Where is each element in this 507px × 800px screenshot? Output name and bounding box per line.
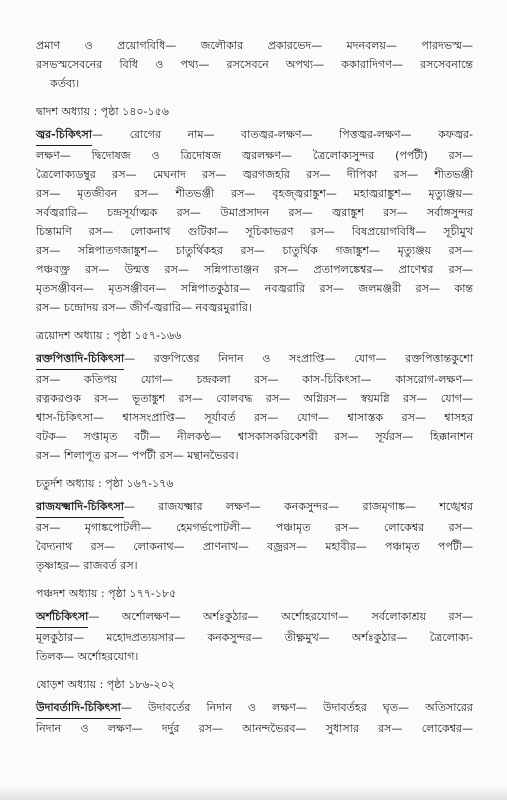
text-line: কর্তব্য।: [50, 77, 80, 90]
continuation-paragraph: [36, 36, 473, 93]
text-line: রত্নকরণ্ডক রস— ভূতাঙ্কুশ রস— বোলবদ্ধ রস— অগ্নিরস— স্বয়মগ্নি রস— যোগ—: [36, 392, 473, 405]
section-term: উদাবর্তাদি-চিকিৎসা: [36, 698, 121, 719]
section-term: অর্শচিকিৎসা: [36, 607, 88, 628]
text-line: অর্শচিকিৎসা— অর্শোলক্ষণ— অর্শঃকুঠার— অর্শোহরযোগ— সর্বলোকাশ্রয় রস—: [36, 607, 473, 628]
text-line: উদাবর্তাদি-চিকিৎসা— উদাবর্তের নিদান ও লক্ষণ— উদাবর্তহর ঘৃত— অতিসারের: [36, 698, 473, 719]
section-term: রক্তপিত্তাদি-চিকিৎসা: [36, 349, 124, 370]
section-term: রাজযক্ষ্মাদি-চিকিৎসা: [36, 497, 124, 518]
chapter-14-contents: [36, 497, 473, 575]
chapter-14-heading: চতুর্দশ অধ্যায় : পৃষ্ঠা ১৬৭-১৭৬: [36, 477, 174, 490]
text-line: রাজযক্ষ্মাদি-চিকিৎসা— রাজযক্ষ্মার লক্ষণ— কনকসুন্দর— রাজমৃগাঙ্ক— শঙ্খেশ্বর: [36, 497, 473, 518]
text-line: রস— মৃগাঙ্কপোটলী— হেমগর্ভপোটলী— পঞ্চামৃত রস— লোকেশ্বর রস—: [36, 521, 473, 534]
text-line: তিলক— অর্শোহরযোগ।: [36, 650, 139, 663]
text-line: রস— কতিপয় যোগ— চন্দ্রকলা রস— কাস-চিকিৎসা— কাসরোগ-লক্ষণ—: [36, 373, 473, 386]
text-line: জ্বর-চিকিৎসা— রোগের নাম— বাতজ্বর-লক্ষণ— পিত্তজ্বর-লক্ষণ— কফজ্বর-: [36, 125, 473, 146]
text-line: পঞ্চবক্ত্র রস— উন্মত্ত রস— সন্নিপাতাঞ্জন রস— প্রতাপলঙ্কেশ্বর— প্রাণেশ্বর রস—: [36, 263, 473, 276]
text-line: রস— চন্দ্রোদয় রস— জীর্ণ-জ্বরারি— নবজ্বরমুরারি।: [36, 301, 252, 314]
text-line: চিন্তামণি রস— লোকনাথ গুটিকা— সূচিকাভরণ রস— বিষপ্রয়োগবিধি— সূচীমুখ: [36, 225, 473, 238]
chapter-12-contents: [36, 125, 473, 317]
text-line: মৃতসঞ্জীবন— মৃতসঞ্জীবন— সন্নিপাতকুঠার— নবজ্বরারি রস— জলমঞ্জরী রস— কান্ত: [36, 282, 473, 295]
text-line: রক্তপিত্তাদি-চিকিৎসা— রক্তপিত্তের নিদান ও সংপ্রাপ্তি— যোগ— রক্তপিত্তান্তকুশো: [36, 349, 473, 370]
text-line: রসভস্মসেবনের বিধি ও পথ্য— রসসেবনে অপথ্য— ককারাদিগণ— রসসেবনান্তে: [36, 58, 473, 71]
chapter-16-heading: ষোড়শ অধ্যায় : পৃষ্ঠা ১৮৬-২০২: [36, 678, 176, 691]
text-line: রস— শিলাপূত রস— পর্পটী রস— মন্থানভৈরব।: [36, 449, 239, 462]
text-line: লক্ষণ— দ্বিদোষজ ও ত্রিদোষজ জ্বরলক্ষণ— ত্রৈলোক্যসুন্দর (পর্পটী) রস—: [36, 149, 473, 162]
chapter-13-heading: ত্রয়োদশ অধ্যায় : পৃষ্ঠা ১৫৭-১৬৬: [36, 329, 182, 342]
text-line: রস— সন্নিপাতগজাঙ্কুশ— চাতুর্থিকহর রস— চাতুর্থিক গজাঙ্কুশ— মৃত্যুঞ্জয় রস—: [36, 244, 473, 257]
chapter-13-contents: [36, 349, 473, 465]
chapter-12-heading: দ্বাদশ অধ্যায় : পৃষ্ঠা ১৪০-১৫৬: [36, 105, 169, 118]
chapter-15-heading: পঞ্চদশ অধ্যায় : পৃষ্ঠা ১৭৭-১৮৫: [36, 587, 177, 600]
text-line: শ্বাস-চিকিৎসা— শ্বাসসংপ্রাপ্তি— সূর্যাবর্ত রস— যোগ— শ্বাসাস্তক রস— শ্বাসহর: [36, 411, 473, 424]
text-line: সর্বজ্বরারি— চন্দ্রসূর্যাত্মক রস— উমাপ্রসাদন রস— জ্বরাঙ্কুশ রস— সর্বাঙ্গসুন্দর: [36, 206, 473, 219]
text-line: প্রমাণ ও প্রয়োগবিধি— জলৌকার প্রকারভেদ— মদনবলয়— পারদভস্ম—: [36, 39, 473, 52]
chapter-15-contents: [36, 607, 473, 666]
text-line: বৈদ্যনাথ রস— লোকনাথ— প্রাণনাথ— বজ্ররস— মহাবীর— পঞ্চামৃত পর্পটী—: [36, 540, 473, 553]
text-line: তৃষ্ণাহর— রাজবর্ত রস।: [36, 559, 138, 572]
chapter-16-contents: [36, 698, 473, 738]
text-line: বটক— সপ্তামৃত বটী— নীলকণ্ঠ— শ্বাসকাসকরিকেশরী রস— সূর্যরস— হিক্কানাশন: [36, 430, 473, 443]
text-line: রস— মৃতজীবন রস— শীতভঞ্জী রস— বৃহজ্জ্বরাঙ্কুশ— মহাজ্বরাঙ্কুশ— মৃত্যুঞ্জয়—: [36, 187, 473, 200]
text-line: নিদান ও লক্ষণ— দর্দুর রস— আনন্দভৈরব— সুধাসার রস— লোকেশ্বর—: [36, 722, 473, 735]
text-line: মূলকুঠার— মহোদপ্রত্যয়সার— কনকসুন্দর— তীক্ষ্ণমুখ— অর্শঃকুঠার— ত্রৈলোক্য-: [36, 631, 473, 644]
text-line: ত্রৈলোক্যডম্বুর রস— মেঘনাদ রস— জ্বরগজহরি রস— দীপিকা রস— শীতভঞ্জী: [36, 168, 473, 181]
section-term: জ্বর-চিকিৎসা: [36, 125, 92, 146]
